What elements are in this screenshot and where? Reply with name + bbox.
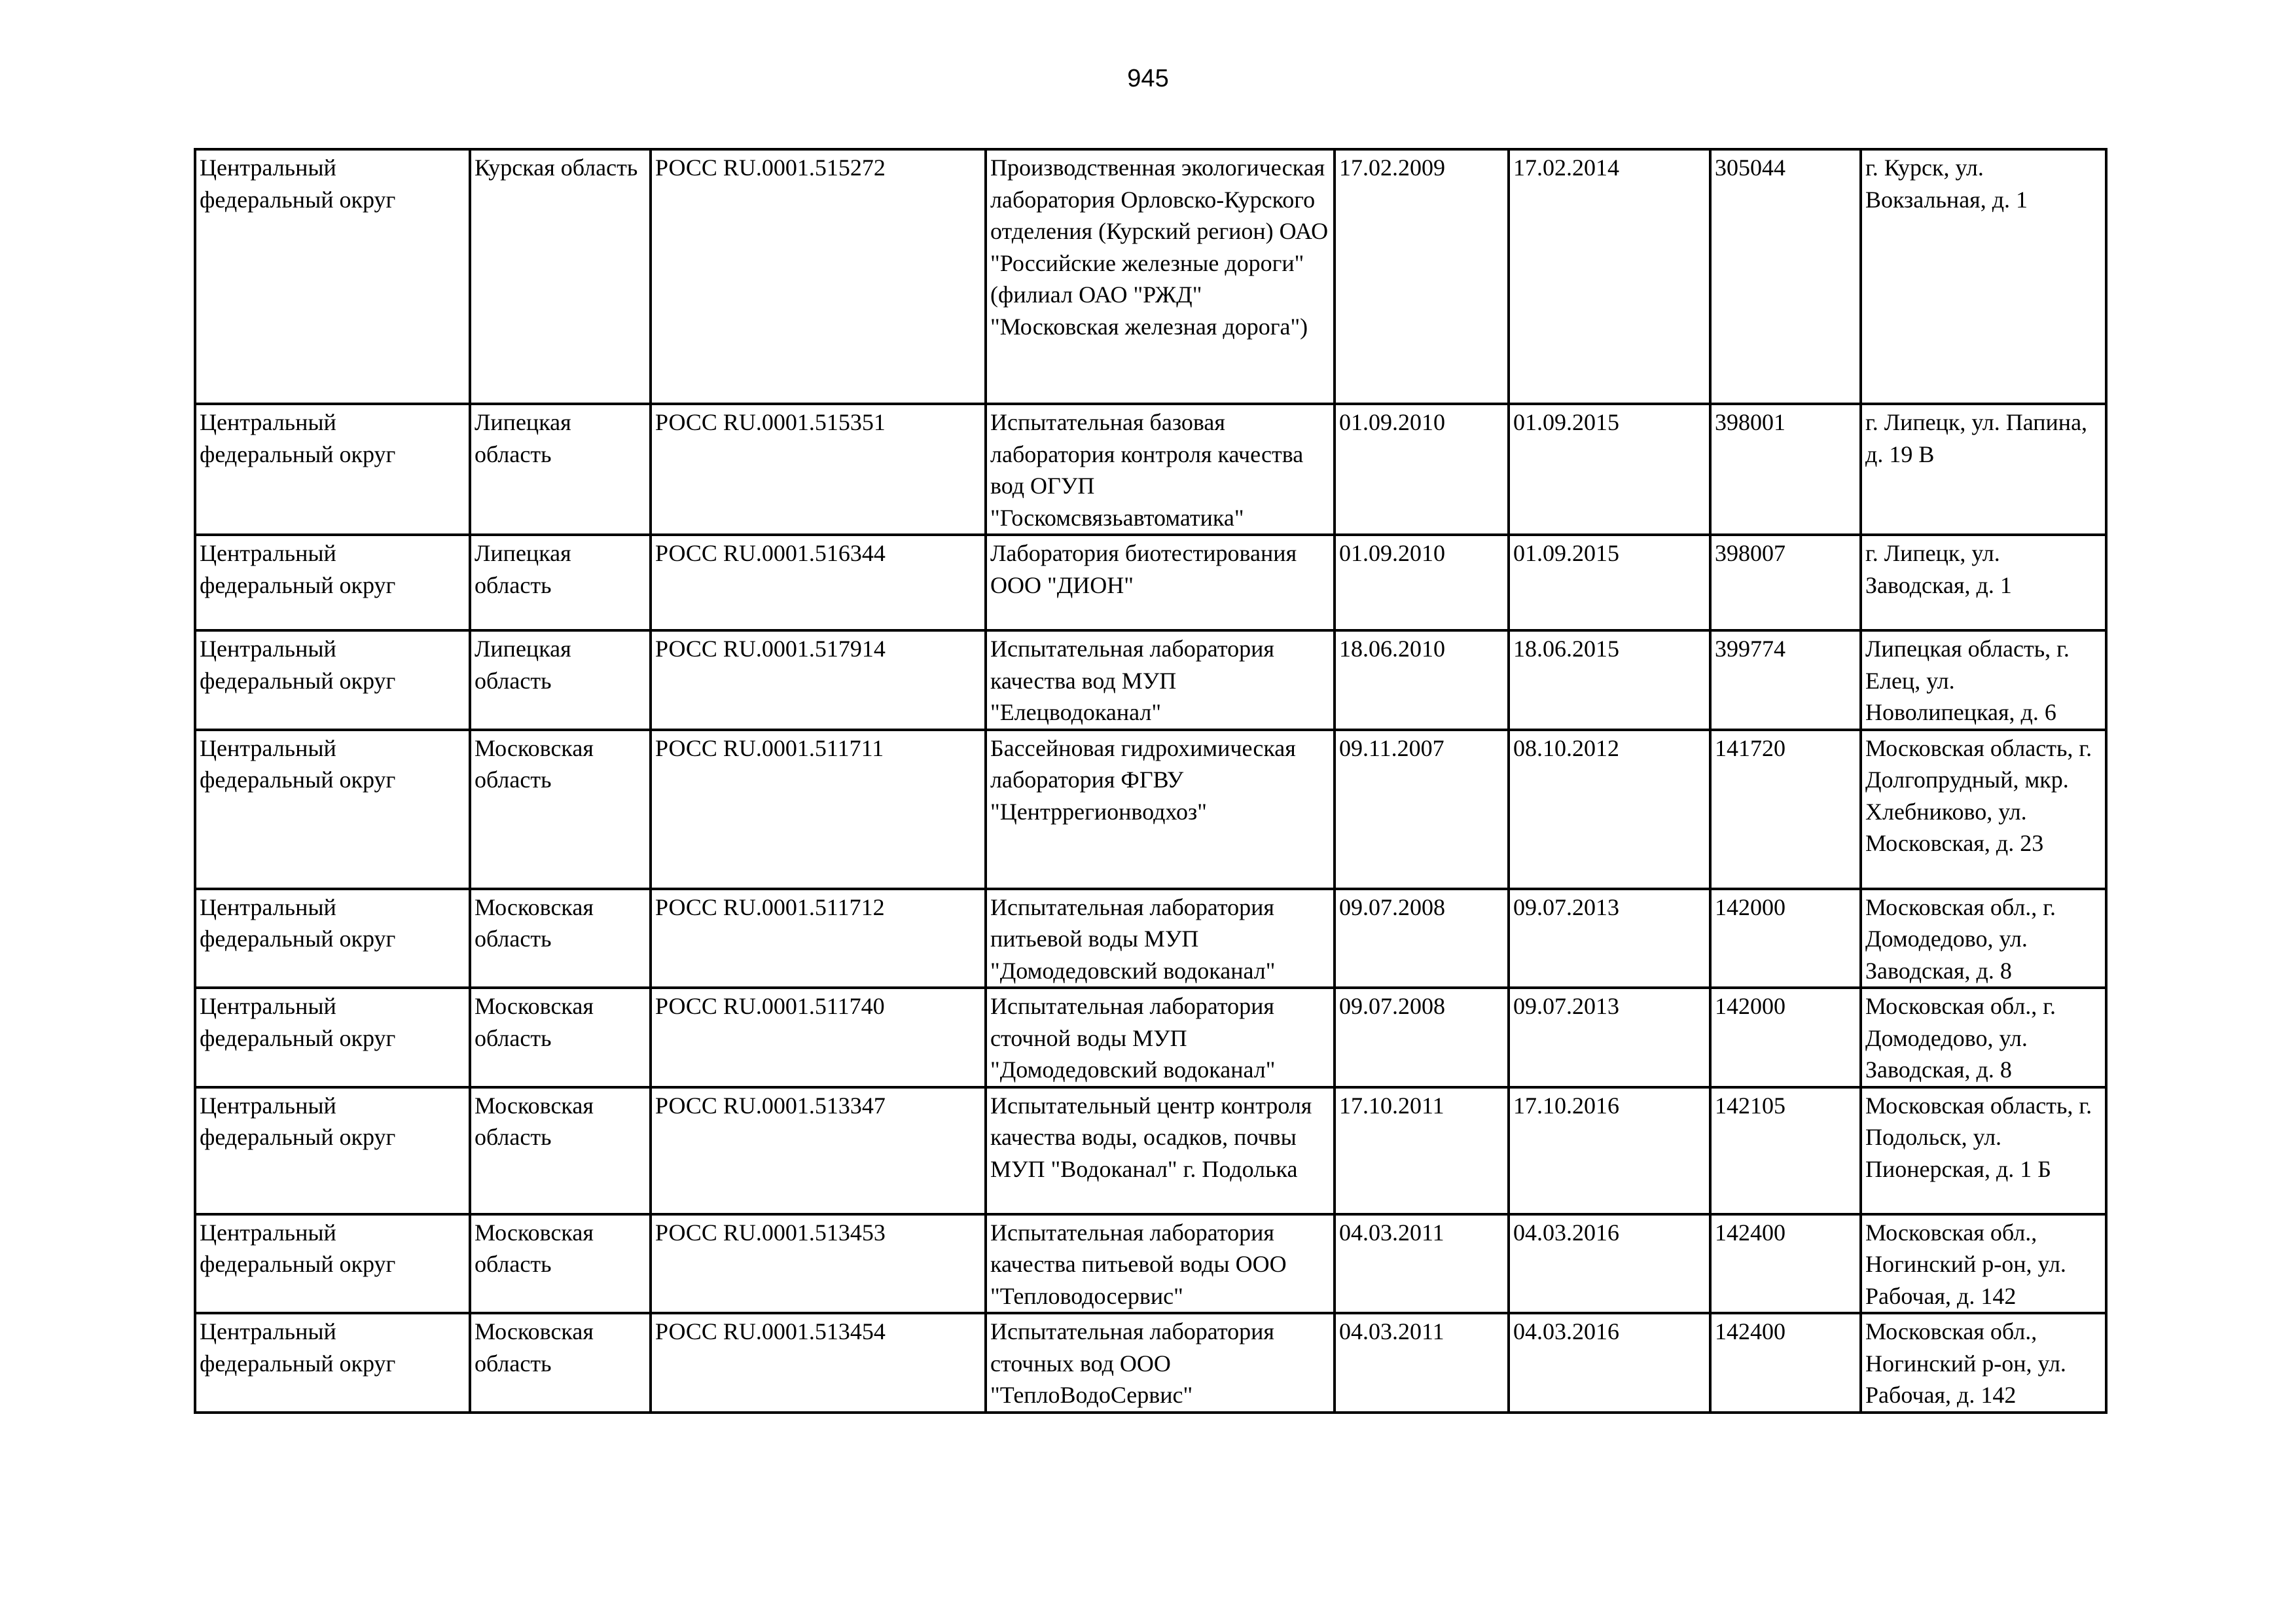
cell-date-from: 01.09.2010 [1335, 404, 1509, 535]
table-row [195, 988, 2106, 1087]
cell-date-to: 09.07.2013 [1509, 889, 1710, 988]
cell-region: Московская область [470, 889, 651, 988]
cell-date-from: 17.10.2011 [1335, 1087, 1509, 1214]
cell-postal-code: 141720 [1710, 730, 1861, 889]
cell-lab-name: Испытательный центр контроля качества воды, осадков, почвы МУП "Водоканал" г. Подолька [986, 1087, 1335, 1214]
cell-district: Центральный федеральный округ [195, 988, 470, 1087]
cell-date-to: 01.09.2015 [1509, 535, 1710, 630]
table-row [195, 1087, 2106, 1214]
cell-date-to: 08.10.2012 [1509, 730, 1710, 889]
cell-reg-number: РОСС RU.0001.511740 [651, 988, 986, 1087]
cell-address: Московская обл., Ногинский р-он, ул. Рабочая, д. 142 [1861, 1214, 2106, 1314]
cell-region: Липецкая область [470, 630, 651, 730]
cell-lab-name: Производственная экологическая лаборатория Орловско-Курского отделения (Курский регион) ОАО "Российские железные дороги" (филиал ОАО "РЖД" "Московская железная дорога") [986, 149, 1335, 404]
cell-postal-code: 142000 [1710, 889, 1861, 988]
cell-lab-name: Испытательная лаборатория питьевой воды МУП "Домодедовский водоканал" [986, 889, 1335, 988]
cell-address: Московская обл., Ногинский р-он, ул. Рабочая, д. 142 [1861, 1313, 2106, 1413]
cell-address: Московская область, г. Подольск, ул. Пионерская, д. 1 Б [1861, 1087, 2106, 1214]
laboratory-registry-table [194, 148, 2108, 1414]
page-number: 945 [1127, 65, 1169, 92]
cell-date-to: 18.06.2015 [1509, 630, 1710, 730]
cell-lab-name: Испытательная лаборатория качества вод МУП "Елецводоканал" [986, 630, 1335, 730]
cell-reg-number: РОСС RU.0001.516344 [651, 535, 986, 630]
cell-postal-code: 142000 [1710, 988, 1861, 1087]
cell-reg-number: РОСС RU.0001.511712 [651, 889, 986, 988]
cell-date-to: 01.09.2015 [1509, 404, 1710, 535]
cell-postal-code: 305044 [1710, 149, 1861, 404]
cell-lab-name: Лаборатория биотестирования ООО "ДИОН" [986, 535, 1335, 630]
cell-postal-code: 398001 [1710, 404, 1861, 535]
cell-address: Московская обл., г. Домодедово, ул. Заводская, д. 8 [1861, 988, 2106, 1087]
cell-date-from: 09.07.2008 [1335, 889, 1509, 988]
cell-district: Центральный федеральный округ [195, 1087, 470, 1214]
table-row [195, 730, 2106, 889]
cell-district: Центральный федеральный округ [195, 1313, 470, 1413]
cell-postal-code: 142400 [1710, 1313, 1861, 1413]
cell-district: Центральный федеральный округ [195, 730, 470, 889]
cell-reg-number: РОСС RU.0001.513454 [651, 1313, 986, 1413]
cell-date-from: 18.06.2010 [1335, 630, 1509, 730]
cell-region: Московская область [470, 1313, 651, 1413]
cell-reg-number: РОСС RU.0001.513347 [651, 1087, 986, 1214]
cell-date-to: 04.03.2016 [1509, 1313, 1710, 1413]
cell-lab-name: Испытательная лаборатория качества питьевой воды ООО "Тепловодосервис" [986, 1214, 1335, 1314]
table-row [195, 630, 2106, 730]
cell-reg-number: РОСС RU.0001.515351 [651, 404, 986, 535]
cell-district: Центральный федеральный округ [195, 535, 470, 630]
table-row [195, 1313, 2106, 1413]
cell-region: Курская область [470, 149, 651, 404]
cell-district: Центральный федеральный округ [195, 889, 470, 988]
table-row [195, 149, 2106, 404]
cell-reg-number: РОСС RU.0001.515272 [651, 149, 986, 404]
cell-address: г. Липецк, ул. Папина, д. 19 В [1861, 404, 2106, 535]
cell-date-to: 04.03.2016 [1509, 1214, 1710, 1314]
cell-lab-name: Испытательная лаборатория сточной воды МУП "Домодедовский водоканал" [986, 988, 1335, 1087]
cell-date-to: 17.10.2016 [1509, 1087, 1710, 1214]
table-row [195, 889, 2106, 988]
cell-date-from: 01.09.2010 [1335, 535, 1509, 630]
cell-district: Центральный федеральный округ [195, 630, 470, 730]
cell-district: Центральный федеральный округ [195, 1214, 470, 1314]
cell-region: Липецкая область [470, 404, 651, 535]
cell-address: Московская область, г. Долгопрудный, мкр. Хлебниково, ул. Московская, д. 23 [1861, 730, 2106, 889]
cell-region: Московская область [470, 730, 651, 889]
cell-address: г. Курск, ул. Вокзальная, д. 1 [1861, 149, 2106, 404]
cell-date-from: 17.02.2009 [1335, 149, 1509, 404]
cell-address: Московская обл., г. Домодедово, ул. Заводская, д. 8 [1861, 889, 2106, 988]
cell-lab-name: Бассейновая гидрохимическая лаборатория ФГВУ "Центррегионводхоз" [986, 730, 1335, 889]
cell-date-from: 09.07.2008 [1335, 988, 1509, 1087]
table-row [195, 1214, 2106, 1314]
cell-postal-code: 142105 [1710, 1087, 1861, 1214]
cell-district: Центральный федеральный округ [195, 404, 470, 535]
cell-region: Московская область [470, 1214, 651, 1314]
cell-postal-code: 398007 [1710, 535, 1861, 630]
cell-postal-code: 399774 [1710, 630, 1861, 730]
cell-address: г. Липецк, ул. Заводская, д. 1 [1861, 535, 2106, 630]
cell-region: Липецкая область [470, 535, 651, 630]
table-body [195, 149, 2106, 1413]
cell-date-from: 09.11.2007 [1335, 730, 1509, 889]
cell-date-from: 04.03.2011 [1335, 1214, 1509, 1314]
cell-date-to: 17.02.2014 [1509, 149, 1710, 404]
cell-reg-number: РОСС RU.0001.517914 [651, 630, 986, 730]
cell-reg-number: РОСС RU.0001.511711 [651, 730, 986, 889]
cell-region: Московская область [470, 988, 651, 1087]
cell-district: Центральный федеральный округ [195, 149, 470, 404]
cell-reg-number: РОСС RU.0001.513453 [651, 1214, 986, 1314]
cell-address: Липецкая область, г. Елец, ул. Новолипецкая, д. 6 [1861, 630, 2106, 730]
table-row [195, 535, 2106, 630]
cell-date-to: 09.07.2013 [1509, 988, 1710, 1087]
cell-postal-code: 142400 [1710, 1214, 1861, 1314]
cell-date-from: 04.03.2011 [1335, 1313, 1509, 1413]
cell-lab-name: Испытательная базовая лаборатория контроля качества вод ОГУП "Госкомсвязьавтоматика" [986, 404, 1335, 535]
table-row [195, 404, 2106, 535]
cell-lab-name: Испытательная лаборатория сточных вод ООО "ТеплоВодоСервис" [986, 1313, 1335, 1413]
cell-region: Московская область [470, 1087, 651, 1214]
